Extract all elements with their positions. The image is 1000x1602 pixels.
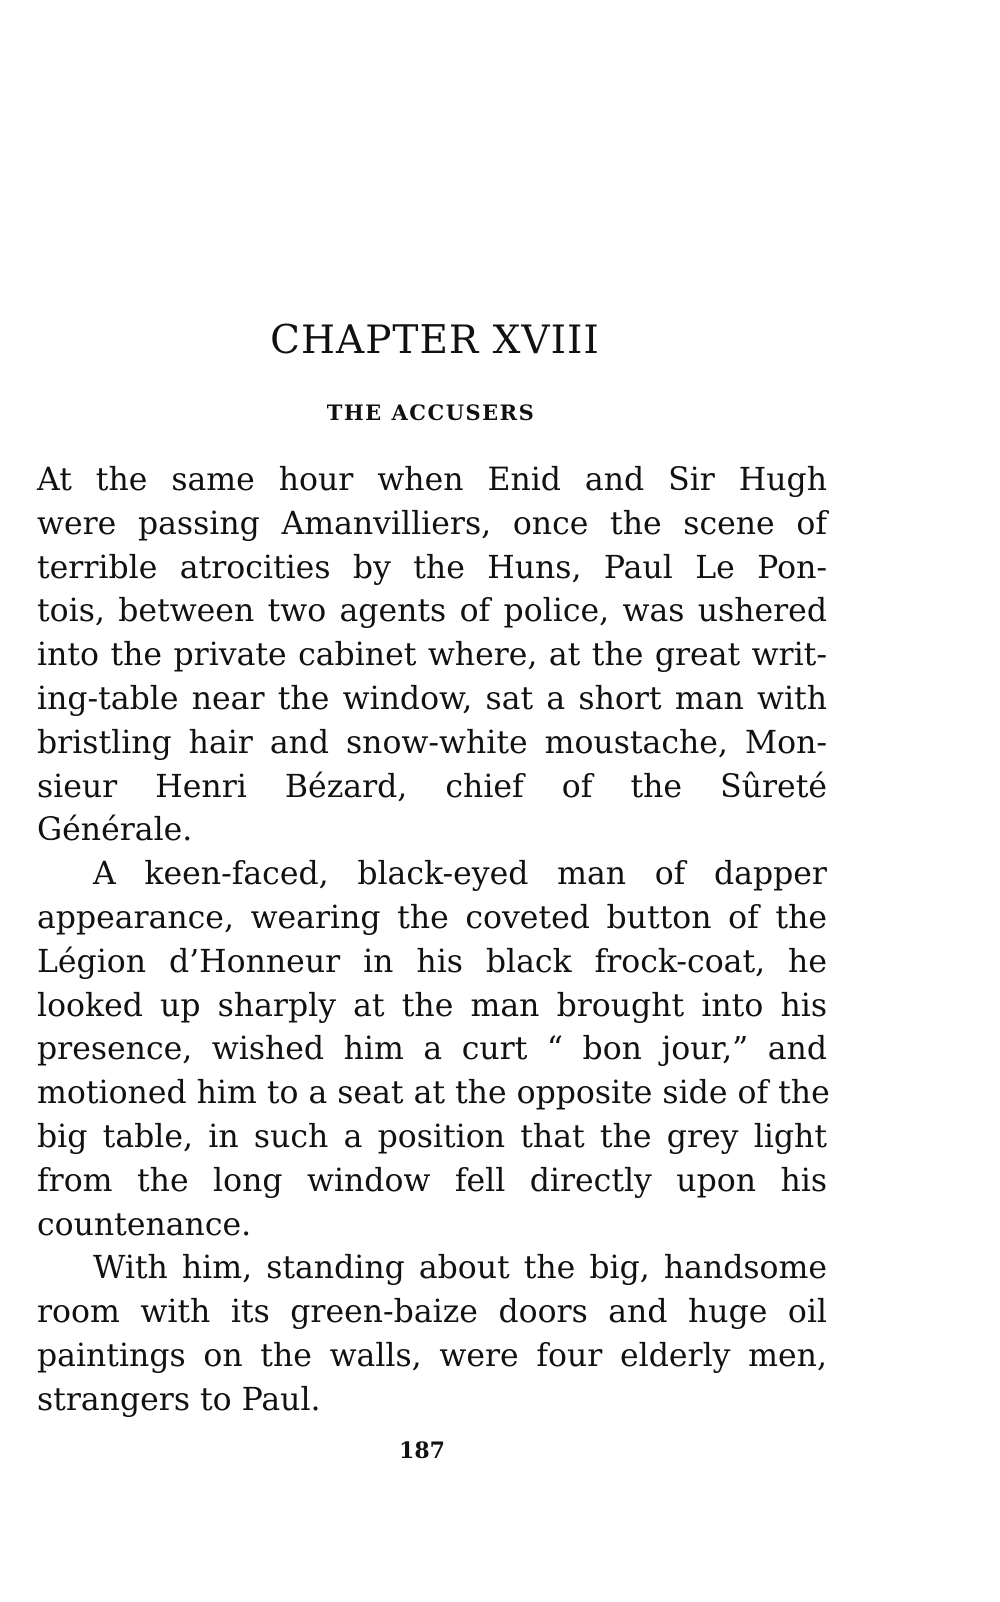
text-line: Légion d’Honneur in his black frock-coat, he bbox=[37, 943, 827, 980]
text-line: bristling hair and snow-white moustache, Mon- bbox=[37, 724, 827, 761]
text-line: countenance. bbox=[37, 1206, 252, 1243]
text-line: At the same hour when Enid and Sir Hugh bbox=[37, 462, 827, 498]
paragraph-2 bbox=[37, 853, 830, 1247]
chapter-title: CHAPTER XVIII bbox=[270, 318, 600, 363]
text-line: appearance, wearing the coveted button of the bbox=[37, 899, 827, 936]
paragraph-1 bbox=[37, 459, 827, 853]
text-line: motioned him to a seat at the opposite side of the bbox=[37, 1075, 830, 1112]
chapter-subtitle: THE ACCUSERS bbox=[326, 400, 536, 425]
text-line: big table, in such a position that the grey light bbox=[37, 1118, 827, 1155]
text-line: A keen-faced, black-eyed man of dapper bbox=[93, 856, 827, 893]
text-line: room with its green-baize doors and huge oil bbox=[37, 1294, 827, 1331]
text-line: Générale. bbox=[37, 812, 193, 849]
text-line: terrible atrocities by the Huns, Paul Le Pon- bbox=[37, 549, 827, 586]
text-line: paintings on the walls, were four elderly men, bbox=[37, 1337, 827, 1374]
text-line: presence, wished him a curt “ bon jour,” and bbox=[37, 1031, 827, 1068]
text-line: ing-table near the window, sat a short man with bbox=[37, 680, 827, 717]
text-line: sieur Henri Bézard, chief of the Sûreté bbox=[37, 768, 827, 805]
paragraph-3 bbox=[37, 1247, 827, 1422]
text-line: from the long window fell directly upon his bbox=[37, 1162, 827, 1199]
chapter-body bbox=[37, 459, 830, 1423]
text-line: looked up sharply at the man brought into his bbox=[37, 987, 827, 1024]
text-line: were passing Amanvilliers, once the scene of bbox=[37, 505, 827, 542]
text-line: into the private cabinet where, at the great writ- bbox=[37, 637, 827, 674]
text-line: tois, between two agents of police, was ushered bbox=[37, 593, 827, 630]
text-line: With him, standing about the big, handsome bbox=[93, 1250, 827, 1287]
text-line: strangers to Paul. bbox=[37, 1381, 321, 1418]
page-number: 187 bbox=[399, 1438, 445, 1464]
